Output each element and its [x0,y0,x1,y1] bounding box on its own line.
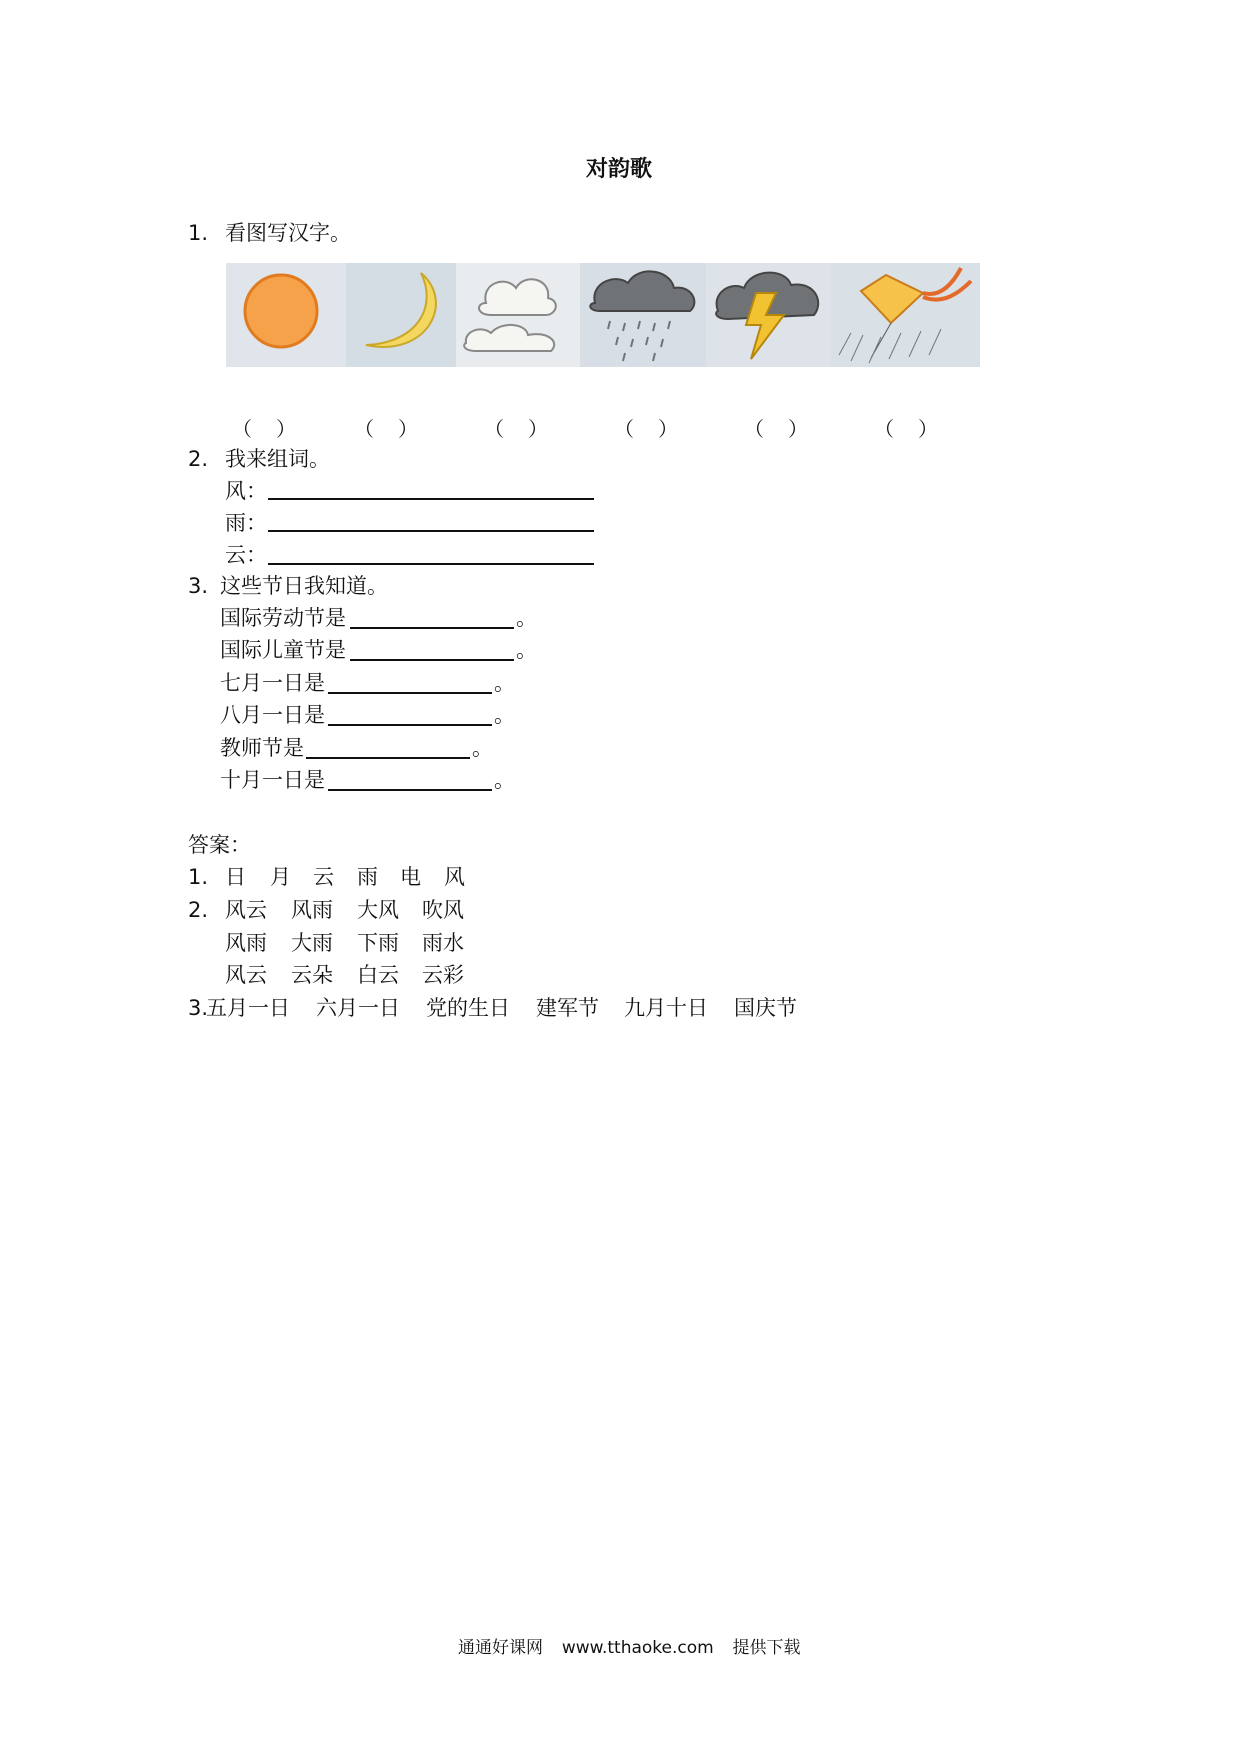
q2-answer-line[interactable] [268,530,594,532]
answer-word: 建军节 [536,996,599,1020]
sun-icon [226,263,346,367]
footer-site-name: 通通好课网 [458,1638,543,1658]
q3-answer-line[interactable] [328,692,492,694]
q2-answer-line[interactable] [268,563,594,565]
q1-number: 1. [188,221,209,245]
lightning-icon [706,263,831,367]
answer-word: 白云 [357,963,399,987]
answer-word: 云彩 [422,963,464,987]
answer-paren-5: （ ） [744,417,808,441]
moon-icon [346,263,456,367]
page-title: 对韵歌 [586,157,653,182]
answer-word: 风云 [225,963,267,987]
q3-item-label: 八月一日是 [220,703,325,727]
answer-word: 电 [400,865,421,889]
answer-word: 雨水 [422,931,464,955]
q3-item-label: 七月一日是 [220,671,325,695]
kite-icon [831,263,980,367]
answer-word: 吹风 [422,898,464,922]
answer-paren-2: （ ） [354,417,418,441]
q2-number: 2. [188,447,209,471]
answer-word: 五月一日 [206,996,290,1020]
q3-item-label: 国际儿童节是 [220,638,346,662]
answer-word: 九月十日 [624,996,708,1020]
q3-answer-line[interactable] [306,757,470,759]
answer-3-number: 3. [188,996,209,1020]
answer-word: 大雨 [291,931,333,955]
answer-word: 风 [444,865,465,889]
answer-word: 风雨 [225,931,267,955]
answer-word: 党的生日 [426,996,510,1020]
q3-answer-line[interactable] [328,789,492,791]
q1-text: 看图写汉字。 [225,221,351,245]
answer-word: 云 [313,865,334,889]
answer-word: 大风 [357,898,399,922]
answers-heading: 答案： [188,833,251,857]
q2-text: 我来组词。 [225,447,330,471]
q3-answer-line[interactable] [350,627,514,629]
q3-item-period: 。 [516,606,537,630]
answer-word: 月 [270,865,291,889]
answer-word: 六月一日 [316,996,400,1020]
q2-item-label: 雨： [225,511,267,535]
answer-paren-6: （ ） [874,417,938,441]
answer-word: 雨 [357,865,378,889]
q3-number: 3. [188,574,209,598]
q3-item-period: 。 [472,736,493,760]
answer-word: 风云 [225,898,267,922]
q3-answer-line[interactable] [350,659,514,661]
q3-text: 这些节日我知道。 [220,574,388,598]
q2-item-label: 风： [225,479,267,503]
answer-paren-3: （ ） [484,417,548,441]
q3-answer-line[interactable] [328,724,492,726]
rain-icon [580,263,706,367]
q3-item-label: 教师节是 [220,736,304,760]
q3-item-period: 。 [494,671,515,695]
cloud-icon [456,263,580,367]
answer-word: 日 [225,865,246,889]
footer [458,1633,801,1658]
answer-word: 国庆节 [734,996,797,1020]
answer-2-number: 2. [188,898,209,922]
q3-item-label: 国际劳动节是 [220,606,346,630]
answer-word: 下雨 [357,931,399,955]
answer-1-number: 1. [188,865,209,889]
q3-item-period: 。 [516,638,537,662]
q2-item-label: 云： [225,543,267,567]
answer-word: 云朵 [291,963,333,987]
q2-answer-line[interactable] [268,498,594,500]
q3-item-period: 。 [494,768,515,792]
picture-strip [226,263,980,367]
footer-url[interactable]: www.tthaoke.com [561,1638,714,1658]
answer-paren-4: （ ） [614,417,678,441]
footer-suffix: 提供下载 [732,1638,801,1658]
q3-item-period: 。 [494,703,515,727]
answer-paren-1: （ ） [232,417,296,441]
answer-word: 风雨 [291,898,333,922]
q3-item-label: 十月一日是 [220,768,325,792]
